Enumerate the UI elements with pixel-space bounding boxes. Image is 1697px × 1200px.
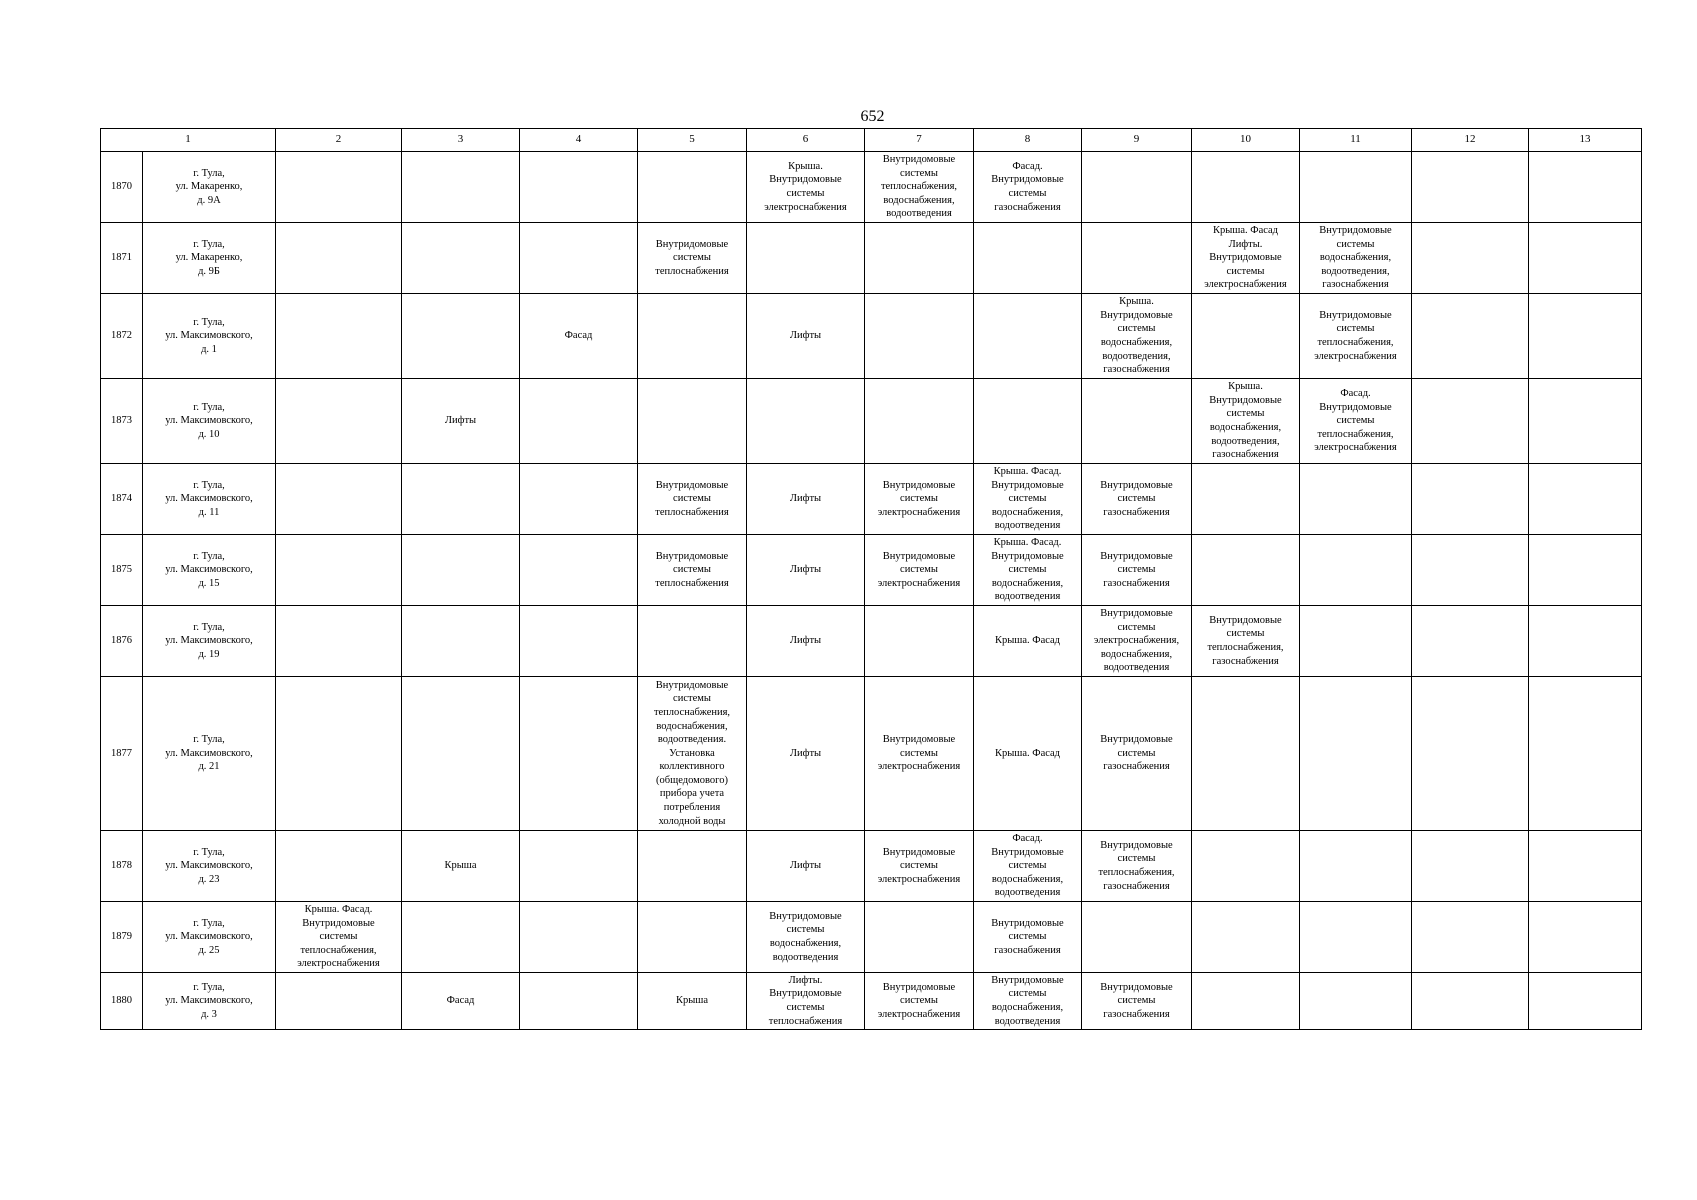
work-cell-col-4: Фасад	[520, 294, 638, 379]
row-number: 1877	[101, 677, 143, 831]
work-cell-col-11	[1300, 973, 1412, 1030]
work-cell-col-12	[1412, 902, 1529, 973]
table-row	[101, 606, 1642, 677]
work-cell-col-13	[1529, 294, 1642, 379]
work-cell-col-9	[1082, 902, 1192, 973]
work-cell-col-7: Внутридомовые системы электроснабжения	[865, 831, 974, 902]
work-cell-col-11	[1300, 902, 1412, 973]
work-cell-col-11	[1300, 606, 1412, 677]
work-cell-col-13	[1529, 535, 1642, 606]
work-cell-col-9: Крыша. Внутридомовые системы водоснабжения, водоотведения, газоснабжения	[1082, 294, 1192, 379]
address-cell: г. Тула, ул. Максимовского, д. 11	[143, 464, 276, 535]
work-cell-col-13	[1529, 973, 1642, 1030]
work-cell-col-3	[402, 606, 520, 677]
work-cell-col-8: Крыша. Фасад. Внутридомовые системы водоснабжения, водоотведения	[974, 535, 1082, 606]
work-cell-col-9	[1082, 379, 1192, 464]
work-cell-col-3	[402, 902, 520, 973]
work-cell-col-6: Внутридомовые системы водоснабжения, водоотведения	[747, 902, 865, 973]
work-cell-col-7	[865, 379, 974, 464]
column-header-11: 11	[1300, 129, 1412, 152]
work-cell-col-6: Лифты	[747, 831, 865, 902]
work-cell-col-2	[276, 973, 402, 1030]
table-row	[101, 831, 1642, 902]
work-cell-col-2	[276, 606, 402, 677]
work-cell-col-9	[1082, 223, 1192, 294]
address-cell: г. Тула, ул. Максимовского, д. 3	[143, 973, 276, 1030]
work-cell-col-7	[865, 902, 974, 973]
work-cell-col-4	[520, 831, 638, 902]
work-cell-col-4	[520, 535, 638, 606]
work-cell-col-7	[865, 606, 974, 677]
table-row	[101, 677, 1642, 831]
work-cell-col-6: Крыша. Внутридомовые системы электроснабжения	[747, 152, 865, 223]
table-body	[101, 152, 1642, 1030]
column-header-6: 6	[747, 129, 865, 152]
column-header-2: 2	[276, 129, 402, 152]
work-cell-col-13	[1529, 464, 1642, 535]
row-number: 1872	[101, 294, 143, 379]
row-number: 1879	[101, 902, 143, 973]
work-cell-col-3: Фасад	[402, 973, 520, 1030]
column-header-13: 13	[1529, 129, 1642, 152]
work-cell-col-8: Внутридомовые системы водоснабжения, водоотведения	[974, 973, 1082, 1030]
work-cell-col-6: Лифты	[747, 677, 865, 831]
work-cell-col-4	[520, 223, 638, 294]
work-cell-col-5: Внутридомовые системы теплоснабжения, водоснабжения, водоотведения. Установка коллективного (общедомового) прибора учета потребления холодной воды	[638, 677, 747, 831]
work-cell-col-13	[1529, 831, 1642, 902]
work-cell-col-2: Крыша. Фасад. Внутридомовые системы теплоснабжения, электроснабжения	[276, 902, 402, 973]
work-cell-col-13	[1529, 677, 1642, 831]
work-cell-col-5	[638, 294, 747, 379]
work-cell-col-4	[520, 152, 638, 223]
column-header-7: 7	[865, 129, 974, 152]
work-cell-col-3	[402, 464, 520, 535]
work-cell-col-4	[520, 902, 638, 973]
work-cell-col-4	[520, 464, 638, 535]
table-row	[101, 152, 1642, 223]
work-cell-col-13	[1529, 152, 1642, 223]
work-cell-col-8: Крыша. Фасад	[974, 606, 1082, 677]
work-cell-col-9: Внутридомовые системы газоснабжения	[1082, 464, 1192, 535]
work-cell-col-6: Лифты	[747, 606, 865, 677]
work-cell-col-11	[1300, 464, 1412, 535]
column-header-3: 3	[402, 129, 520, 152]
work-cell-col-8	[974, 294, 1082, 379]
work-cell-col-8: Крыша. Фасад. Внутридомовые системы водоснабжения, водоотведения	[974, 464, 1082, 535]
work-cell-col-8	[974, 223, 1082, 294]
work-cell-col-6: Лифты	[747, 294, 865, 379]
work-cell-col-11	[1300, 677, 1412, 831]
work-cell-col-2	[276, 223, 402, 294]
work-cell-col-7: Внутридомовые системы электроснабжения	[865, 464, 974, 535]
work-cell-col-4	[520, 973, 638, 1030]
work-cell-col-5: Внутридомовые системы теплоснабжения	[638, 464, 747, 535]
table-row	[101, 535, 1642, 606]
work-cell-col-10	[1192, 294, 1300, 379]
work-cell-col-3	[402, 677, 520, 831]
address-cell: г. Тула, ул. Максимовского, д. 1	[143, 294, 276, 379]
column-header-5: 5	[638, 129, 747, 152]
repair-schedule-table	[100, 128, 1642, 1030]
row-number: 1880	[101, 973, 143, 1030]
work-cell-col-5	[638, 831, 747, 902]
table-row	[101, 294, 1642, 379]
work-cell-col-11	[1300, 831, 1412, 902]
work-cell-col-10: Внутридомовые системы теплоснабжения, газоснабжения	[1192, 606, 1300, 677]
work-cell-col-12	[1412, 379, 1529, 464]
work-cell-col-11: Внутридомовые системы теплоснабжения, электроснабжения	[1300, 294, 1412, 379]
work-cell-col-5	[638, 606, 747, 677]
row-number: 1878	[101, 831, 143, 902]
work-cell-col-10	[1192, 902, 1300, 973]
address-cell: г. Тула, ул. Максимовского, д. 15	[143, 535, 276, 606]
work-cell-col-8: Внутридомовые системы газоснабжения	[974, 902, 1082, 973]
work-cell-col-10	[1192, 677, 1300, 831]
table-row	[101, 902, 1642, 973]
work-cell-col-2	[276, 677, 402, 831]
work-cell-col-10: Крыша. Фасад Лифты. Внутридомовые системы электроснабжения	[1192, 223, 1300, 294]
work-cell-col-5: Внутридомовые системы теплоснабжения	[638, 223, 747, 294]
header-row	[101, 129, 1642, 152]
address-cell: г. Тула, ул. Максимовского, д. 23	[143, 831, 276, 902]
row-number: 1871	[101, 223, 143, 294]
address-cell: г. Тула, ул. Максимовского, д. 25	[143, 902, 276, 973]
work-cell-col-10	[1192, 535, 1300, 606]
work-cell-col-6: Лифты	[747, 464, 865, 535]
row-number: 1875	[101, 535, 143, 606]
work-cell-col-9: Внутридомовые системы теплоснабжения, газоснабжения	[1082, 831, 1192, 902]
work-cell-col-12	[1412, 152, 1529, 223]
work-cell-col-7	[865, 294, 974, 379]
work-cell-col-12	[1412, 464, 1529, 535]
work-cell-col-10	[1192, 831, 1300, 902]
work-cell-col-2	[276, 535, 402, 606]
table-row	[101, 973, 1642, 1030]
work-cell-col-7: Внутридомовые системы электроснабжения	[865, 677, 974, 831]
work-cell-col-6	[747, 223, 865, 294]
column-header-9: 9	[1082, 129, 1192, 152]
work-cell-col-3: Крыша	[402, 831, 520, 902]
address-cell: г. Тула, ул. Максимовского, д. 21	[143, 677, 276, 831]
work-cell-col-10	[1192, 973, 1300, 1030]
table-row	[101, 379, 1642, 464]
work-cell-col-8: Фасад. Внутридомовые системы газоснабжения	[974, 152, 1082, 223]
work-cell-col-12	[1412, 223, 1529, 294]
work-cell-col-11: Фасад. Внутридомовые системы теплоснабжения, электроснабжения	[1300, 379, 1412, 464]
column-header-4: 4	[520, 129, 638, 152]
address-cell: г. Тула, ул. Макаренко, д. 9Б	[143, 223, 276, 294]
work-cell-col-13	[1529, 606, 1642, 677]
table-row	[101, 223, 1642, 294]
work-cell-col-12	[1412, 294, 1529, 379]
address-cell: г. Тула, ул. Максимовского, д. 19	[143, 606, 276, 677]
row-number: 1874	[101, 464, 143, 535]
column-header-10: 10	[1192, 129, 1300, 152]
work-cell-col-10	[1192, 152, 1300, 223]
work-cell-col-2	[276, 831, 402, 902]
row-number: 1876	[101, 606, 143, 677]
column-header-8: 8	[974, 129, 1082, 152]
work-cell-col-2	[276, 294, 402, 379]
work-cell-col-2	[276, 152, 402, 223]
work-cell-col-12	[1412, 606, 1529, 677]
work-cell-col-4	[520, 677, 638, 831]
work-cell-col-5: Крыша	[638, 973, 747, 1030]
work-cell-col-5: Внутридомовые системы теплоснабжения	[638, 535, 747, 606]
work-cell-col-6	[747, 379, 865, 464]
work-cell-col-12	[1412, 831, 1529, 902]
address-cell: г. Тула, ул. Максимовского, д. 10	[143, 379, 276, 464]
work-cell-col-3	[402, 535, 520, 606]
table-row	[101, 464, 1642, 535]
work-cell-col-2	[276, 464, 402, 535]
work-cell-col-3: Лифты	[402, 379, 520, 464]
work-cell-col-7: Внутридомовые системы электроснабжения	[865, 973, 974, 1030]
work-cell-col-8: Крыша. Фасад	[974, 677, 1082, 831]
address-cell: г. Тула, ул. Макаренко, д. 9А	[143, 152, 276, 223]
work-cell-col-3	[402, 152, 520, 223]
work-cell-col-9: Внутридомовые системы электроснабжения, водоснабжения, водоотведения	[1082, 606, 1192, 677]
page-number: 652	[860, 108, 885, 125]
work-cell-col-2	[276, 379, 402, 464]
work-cell-col-7	[865, 223, 974, 294]
work-cell-col-3	[402, 294, 520, 379]
work-cell-col-11	[1300, 152, 1412, 223]
work-cell-col-3	[402, 223, 520, 294]
work-cell-col-6: Лифты. Внутридомовые системы теплоснабжения	[747, 973, 865, 1030]
column-header-1: 1	[101, 129, 276, 152]
row-number: 1870	[101, 152, 143, 223]
work-cell-col-7: Внутридомовые системы электроснабжения	[865, 535, 974, 606]
column-header-12: 12	[1412, 129, 1529, 152]
work-cell-col-5	[638, 902, 747, 973]
work-cell-col-5	[638, 152, 747, 223]
work-cell-col-7: Внутридомовые системы теплоснабжения, водоснабжения, водоотведения	[865, 152, 974, 223]
work-cell-col-6: Лифты	[747, 535, 865, 606]
work-cell-col-10	[1192, 464, 1300, 535]
work-cell-col-11: Внутридомовые системы водоснабжения, водоотведения, газоснабжения	[1300, 223, 1412, 294]
work-cell-col-5	[638, 379, 747, 464]
work-cell-col-9	[1082, 152, 1192, 223]
work-cell-col-13	[1529, 223, 1642, 294]
work-cell-col-9: Внутридомовые системы газоснабжения	[1082, 535, 1192, 606]
work-cell-col-4	[520, 606, 638, 677]
work-cell-col-4	[520, 379, 638, 464]
work-cell-col-11	[1300, 535, 1412, 606]
work-cell-col-12	[1412, 677, 1529, 831]
work-cell-col-12	[1412, 973, 1529, 1030]
work-cell-col-8: Фасад. Внутридомовые системы водоснабжения, водоотведения	[974, 831, 1082, 902]
work-cell-col-8	[974, 379, 1082, 464]
work-cell-col-13	[1529, 902, 1642, 973]
work-cell-col-9: Внутридомовые системы газоснабжения	[1082, 677, 1192, 831]
row-number: 1873	[101, 379, 143, 464]
work-cell-col-13	[1529, 379, 1642, 464]
work-cell-col-10: Крыша. Внутридомовые системы водоснабжения, водоотведения, газоснабжения	[1192, 379, 1300, 464]
work-cell-col-12	[1412, 535, 1529, 606]
work-cell-col-9: Внутридомовые системы газоснабжения	[1082, 973, 1192, 1030]
